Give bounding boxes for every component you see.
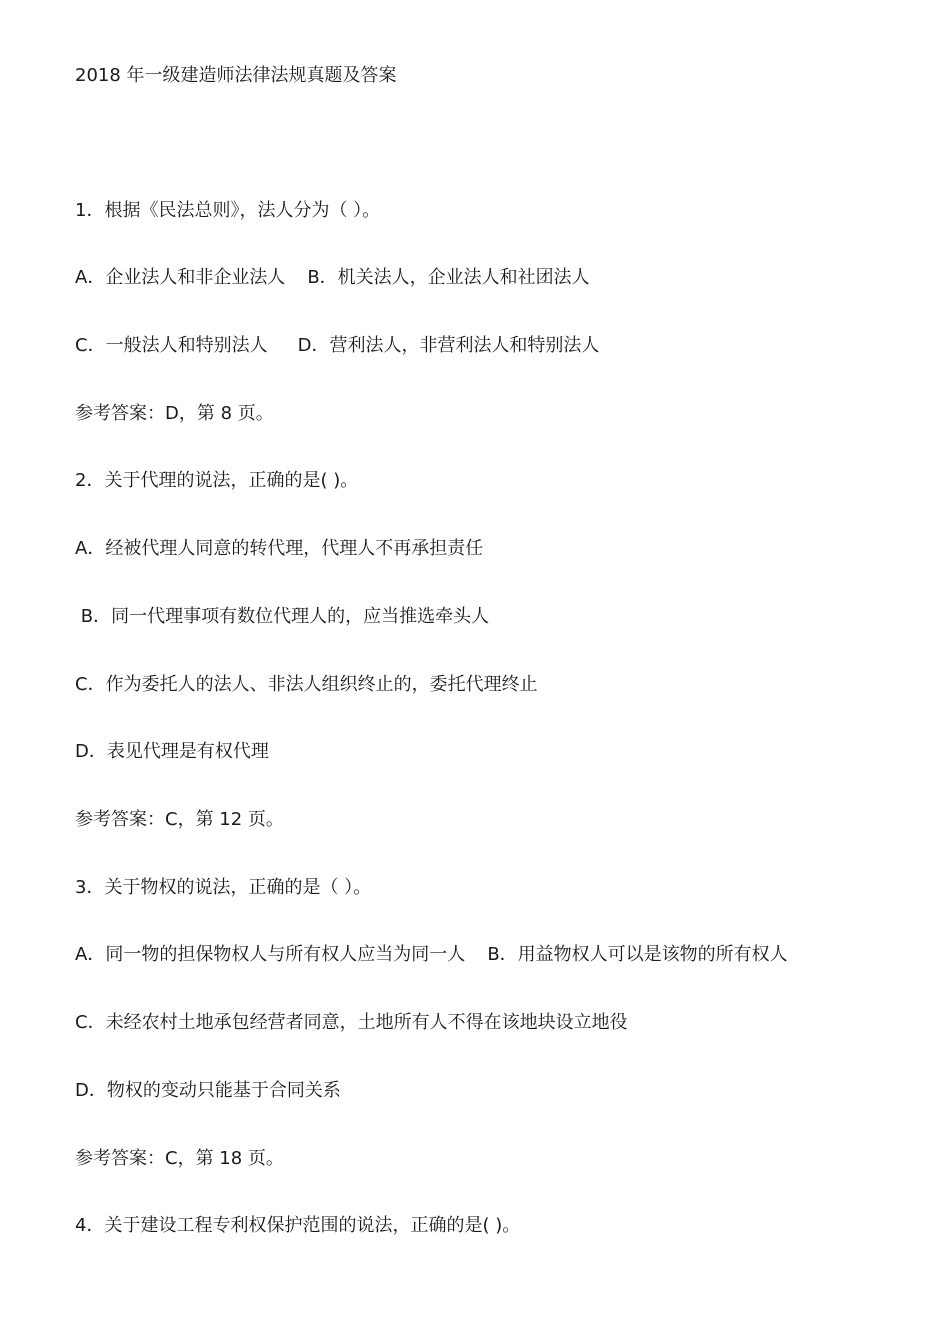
question-3-option-b: B．用益物权人可以是该物的所有权人: [487, 944, 788, 965]
question-1-options-ab: [75, 266, 590, 290]
question-1-option-c: C．一般法人和特别法人: [75, 335, 268, 356]
question-2-option-b: B．同一代理事项有数位代理人的，应当推选牵头人: [75, 606, 490, 627]
question-2-stem: 2．关于代理的说法，正确的是( )。: [75, 470, 359, 491]
question-3-options-ab: [75, 943, 788, 967]
question-1-options-cd: [75, 334, 599, 358]
question-1-option-a: A．企业法人和非企业法人: [75, 267, 286, 288]
question-2-answer: 参考答案：C，第 12 页。: [75, 809, 284, 830]
question-4-stem: 4．关于建设工程专利权保护范围的说法，正确的是( )。: [75, 1215, 521, 1236]
question-1-option-b: B．机关法人，企业法人和社团法人: [307, 267, 590, 288]
question-3-option-d: D．物权的变动只能基于合同关系: [75, 1080, 341, 1101]
question-2-option-c: C．作为委托人的法人、非法人组织终止的，委托代理终止: [75, 674, 538, 695]
question-3-option-a: A．同一物的担保物权人与所有权人应当为同一人: [75, 944, 466, 965]
question-3-answer: 参考答案：C，第 18 页。: [75, 1148, 284, 1169]
question-2-option-a: A．经被代理人同意的转代理，代理人不再承担责任: [75, 538, 484, 559]
question-3-option-c: C．未经农村土地承包经营者同意，土地所有人不得在该地块设立地役: [75, 1012, 628, 1033]
question-1-stem: 1．根据《民法总则》，法人分为（ ）。: [75, 200, 381, 221]
question-1-option-d: D．营利法人，非营利法人和特别法人: [297, 335, 600, 356]
question-1-answer: 参考答案：D，第 8 页。: [75, 403, 274, 424]
question-3-stem: 3．关于物权的说法，正确的是（ ）。: [75, 877, 372, 898]
document-title: 2018 年一级建造师法律法规真题及答案: [75, 65, 397, 86]
question-2-option-d: D．表见代理是有权代理: [75, 741, 269, 762]
